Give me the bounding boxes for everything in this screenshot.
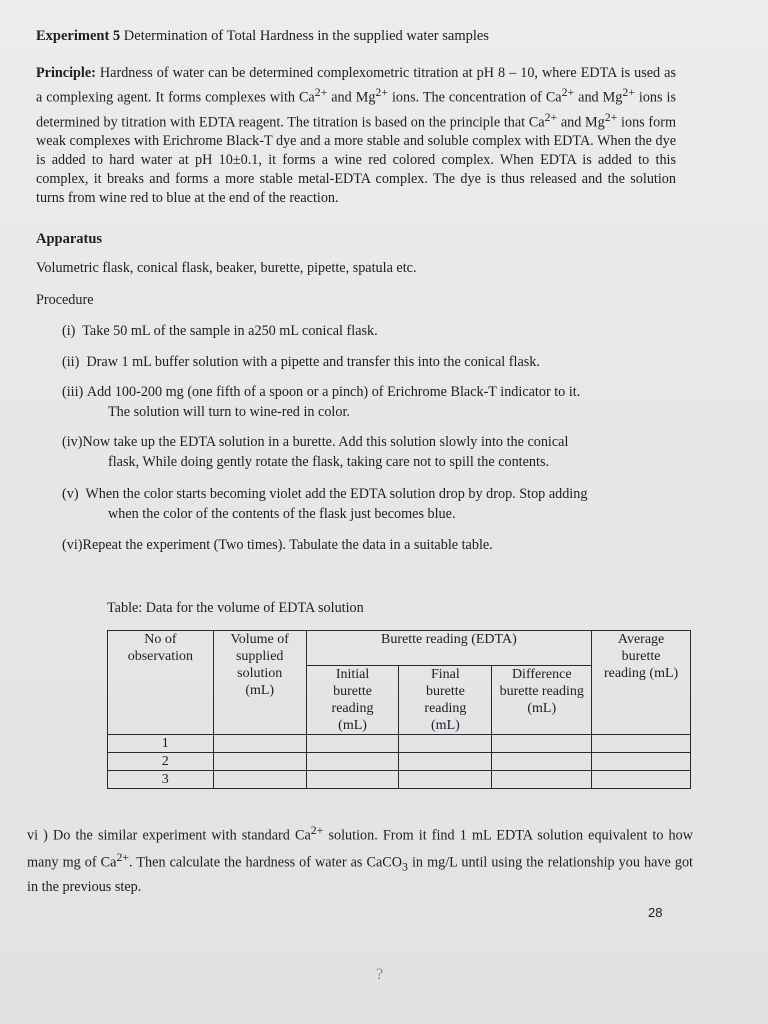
procedure-step — [62, 352, 686, 372]
pen-mark: ? — [376, 966, 384, 983]
charge-sup: 2+ — [116, 849, 130, 864]
table-cell[interactable] — [306, 735, 399, 753]
principle-text: and Mg — [557, 114, 605, 131]
table-cell[interactable] — [492, 771, 592, 789]
principle-text: and Mg — [574, 89, 623, 106]
step-text: Take 50 mL of the sample in a250 mL conical flask. — [82, 323, 378, 339]
step-number: (i) — [62, 323, 76, 339]
table-cell[interactable] — [492, 753, 592, 771]
table-cell[interactable] — [592, 753, 691, 771]
final-step-text: vi ) Do the similar experiment with standard Ca — [27, 827, 311, 844]
step-text: Draw 1 mL buffer solution with a pipette and transfer this into the conical flask. — [86, 354, 540, 370]
final-step-text: . Then calculate the hardness of water as CaCO — [129, 854, 402, 871]
principle-label: Principle: — [36, 65, 96, 81]
step-number: (v) — [62, 486, 79, 502]
charge-sup: 2+ — [375, 85, 389, 99]
table-cell[interactable] — [213, 735, 306, 753]
step-text-continued: when the color of the contents of the flask just becomes blue. — [108, 506, 456, 522]
principle-paragraph — [36, 64, 676, 208]
table-row — [108, 771, 691, 789]
table-cell[interactable] — [399, 735, 492, 753]
table-cell[interactable] — [306, 771, 399, 789]
table-cell[interactable] — [592, 771, 691, 789]
principle-text: Hardness of water can be determined complexometric titration at pH 8 – 10, where EDTA is used as a complexing agent. It forms complexes with Ca — [36, 65, 676, 106]
step-number: (iv) — [62, 434, 83, 450]
step-text-continued: flask, While doing gently rotate the flask, taking care not to spill the contents. — [108, 454, 550, 470]
header-average: Average burette reading (mL) — [592, 631, 691, 735]
header-obs: No of observation — [108, 631, 214, 735]
row-number: 3 — [108, 771, 214, 789]
table-caption: Table: Data for the volume of EDTA solution — [107, 600, 364, 616]
step-text-continued: The solution will turn to wine-red in color. — [108, 404, 350, 420]
table-cell[interactable] — [399, 771, 492, 789]
table-cell[interactable] — [399, 753, 492, 771]
step-text: Now take up the EDTA solution in a burette. Add this solution slowly into the conical — [82, 434, 569, 450]
final-step-text: in mg/L until using the relationship you have got in the previous step. — [27, 854, 693, 896]
apparatus-heading: Apparatus — [36, 231, 103, 247]
header-final: Final burette reading (mL) — [399, 666, 492, 735]
step-number: (vi) — [62, 537, 83, 553]
table-cell[interactable] — [592, 735, 691, 753]
principle-text: ions. The concentration of Ca — [388, 89, 562, 106]
principle-text: ions is determined by titration with EDTA reagent. The titration is based on the principle that Ca — [36, 89, 676, 131]
experiment-number: Experiment 5 — [36, 28, 121, 44]
step-text: When the color starts becoming violet add the EDTA solution drop by drop. Stop adding — [85, 486, 588, 502]
step-number: (ii) — [62, 354, 80, 370]
experiment-title-text: Determination of Total Hardness in the supplied water samples — [120, 28, 489, 44]
step-number: (iii) — [62, 384, 84, 400]
table-cell[interactable] — [492, 735, 592, 753]
header-initial: Initial burette reading (mL) — [306, 666, 399, 735]
charge-sup: 2+ — [604, 109, 618, 124]
procedure-step — [62, 484, 686, 524]
experiment-title — [36, 28, 489, 45]
subscript: 3 — [401, 859, 408, 874]
principle-text: and Mg — [327, 89, 376, 106]
table-header-row — [108, 631, 691, 666]
table-row — [108, 753, 691, 771]
procedure-heading: Procedure — [36, 292, 94, 308]
header-volume: Volume of supplied solution (mL) — [213, 631, 306, 735]
table-cell[interactable] — [213, 771, 306, 789]
procedure-step — [62, 321, 686, 341]
row-number: 1 — [108, 735, 214, 753]
page-number: 28 — [648, 905, 663, 920]
apparatus-text: Volumetric flask, conical flask, beaker, burette, pipette, spatula etc. — [36, 260, 417, 276]
table-cell[interactable] — [306, 753, 399, 771]
final-step-paragraph — [27, 820, 693, 898]
charge-sup: 2+ — [310, 823, 324, 837]
table-cell[interactable] — [213, 753, 306, 771]
step-text: Repeat the experiment (Two times). Tabulate the data in a suitable table. — [82, 537, 493, 553]
header-difference: Difference burette reading (mL) — [492, 666, 592, 735]
procedure-step — [62, 535, 686, 555]
principle-text: ions form weak complexes with Erichrome Black-T dye and a more stable and soluble complex with EDTA. When the dye is added to hard water at pH 10±0.1, it forms a wine red colored complex. When EDTA is added to this complex, it breaks and forms a more stable metal-EDTA complex. The dye is thus released and the solution turns from wine red to blue at the end of the reaction. — [36, 114, 676, 207]
charge-sup: 2+ — [544, 109, 558, 124]
edta-data-table — [107, 630, 691, 789]
table-row — [108, 735, 691, 753]
step-text: Add 100-200 mg (one fifth of a spoon or a pinch) of Erichrome Black-T indicator to it. — [86, 384, 581, 400]
charge-sup: 2+ — [561, 85, 575, 99]
header-burette: Burette reading (EDTA) — [306, 631, 592, 666]
procedure-step — [62, 432, 686, 472]
row-number: 2 — [108, 753, 214, 771]
charge-sup: 2+ — [622, 85, 635, 99]
final-step-text: solution. From it find 1 mL EDTA solution equivalent to how many mg of Ca — [27, 827, 693, 871]
procedure-step — [62, 382, 686, 422]
charge-sup: 2+ — [314, 85, 328, 99]
